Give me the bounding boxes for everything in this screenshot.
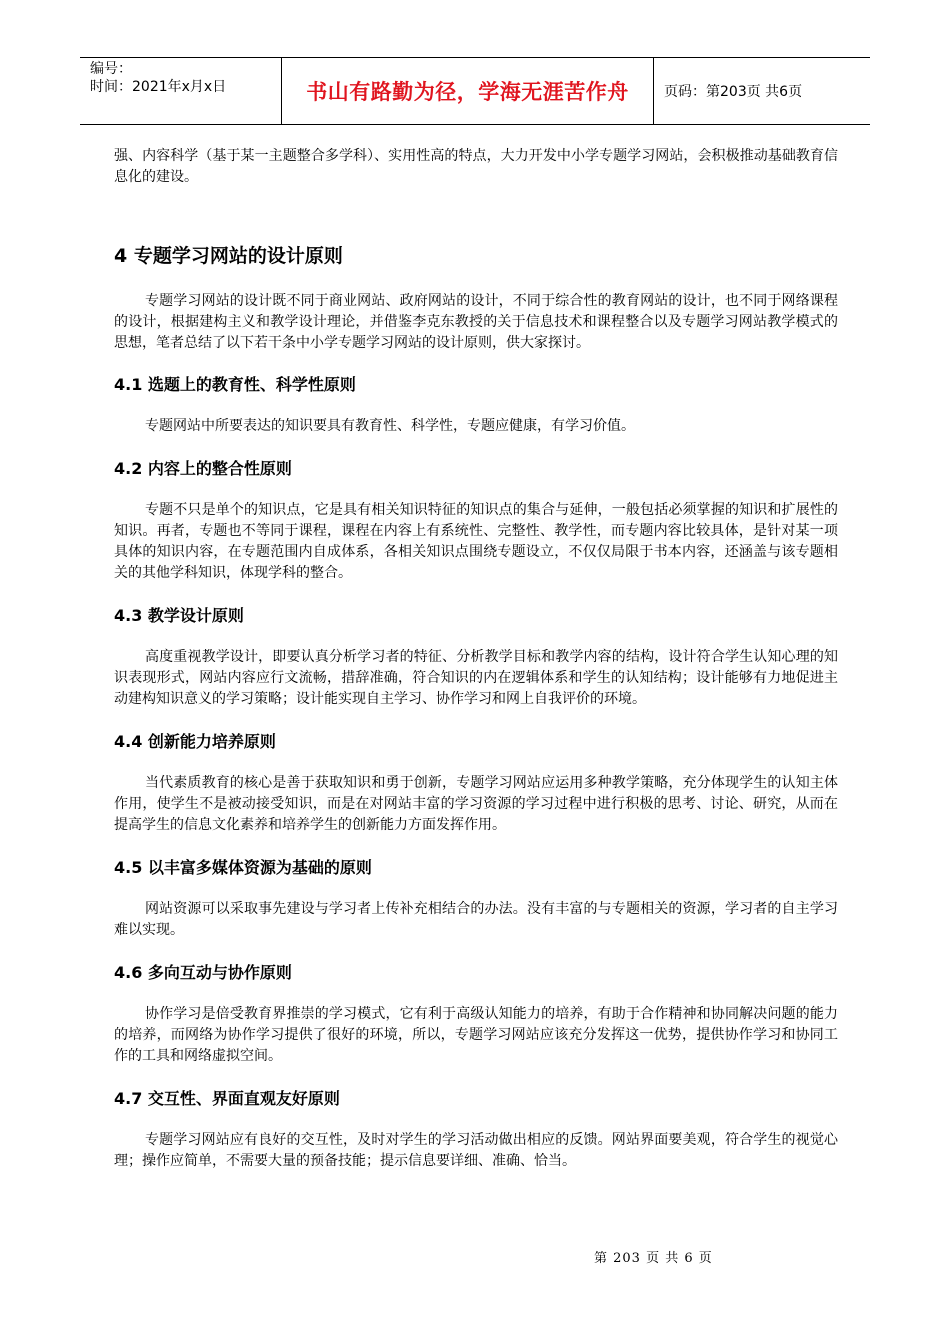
subsection-paragraph-4-6: 协作学习是倍受教育界推崇的学习模式，它有利于高级认知能力的培养，有助于合作精神和协同解决问题的能力的培养，而网络为协作学习提供了很好的环境，所以，专题学习网站应该充分发挥这一优势，提供协作学习和协同工作的工具和网络虚拟空间。 <box>114 1006 838 1064</box>
subsection-paragraph-4-3: 高度重视教学设计，即要认真分析学习者的特征、分析教学目标和教学内容的结构，设计符合学生认知心理的知识表现形式，网站内容应行文流畅，措辞准确，符合知识的内在逻辑体系和学生的认知结构；设计能够有力地促进主动建构知识意义的学习策略；设计能实现自主学习、协作学习和网上自我评价的环境。 <box>114 649 838 707</box>
subsection-paragraph-4-2: 专题不只是单个的知识点，它是具有相关知识特征的知识点的集合与延伸，一般包括必须掌握的知识和扩展性的知识。再者，专题也不等同于课程，课程在内容上有系统性、完整性、教学性，而专题内容比较具体，是针对某一项具体的知识内容，在专题范围内自成体系，各相关知识点围绕专题设立，不仅仅局限于书本内容，还涵盖与该专题相关的其他学科知识，体现学科的整合。 <box>114 502 838 581</box>
subsection-heading-4-3: 4.3 教学设计原则 <box>114 606 244 625</box>
document-time: 时间：2021年x月x日 <box>90 79 227 95</box>
subsection-heading-4-1: 4.1 选题上的教育性、科学性原则 <box>114 375 356 394</box>
page-footer: 第 203 页 共 6 页 <box>594 1251 713 1266</box>
document-number-label: 编号： <box>90 61 132 77</box>
subsection-heading-4-5: 4.5 以丰富多媒体资源为基础的原则 <box>114 858 372 877</box>
document-body <box>114 146 838 1172</box>
subsection-heading-4-6: 4.6 多向互动与协作原则 <box>114 963 292 982</box>
paragraph-continuation: 强、内容科学（基于某一主题整合多学科）、实用性高的特点，大力开发中小学专题学习网站，会积极推动基础教育信息化的建设。 <box>114 148 838 185</box>
page-header <box>80 57 870 125</box>
subsection-heading-4-2: 4.2 内容上的整合性原则 <box>114 459 292 478</box>
subsection-paragraph-4-5: 网站资源可以采取事先建设与学习者上传补充相结合的办法。没有丰富的与专题相关的资源，学习者的自主学习难以实现。 <box>114 901 838 938</box>
subsection-paragraph-4-1: 专题网站中所要表达的知识要具有教育性、科学性，专题应健康，有学习价值。 <box>145 418 635 434</box>
header-meta <box>80 58 282 124</box>
subsection-heading-4-4: 4.4 创新能力培养原则 <box>114 732 276 751</box>
header-motto: 书山有路勤为径，学海无涯苦作舟 <box>282 58 654 124</box>
subsection-heading-4-7: 4.7 交互性、界面直观友好原则 <box>114 1089 340 1108</box>
header-page-code: 页码：第203页 共6页 <box>664 84 803 100</box>
section-heading: 4 专题学习网站的设计原则 <box>114 245 343 267</box>
subsection-paragraph-4-7: 专题学习网站应有良好的交互性，及时对学生的学习活动做出相应的反馈。网站界面要美观，符合学生的视觉心理；操作应简单，不需要大量的预备技能；提示信息要详细、准确、恰当。 <box>114 1132 838 1169</box>
section-intro-paragraph: 专题学习网站的设计既不同于商业网站、政府网站的设计，不同于综合性的教育网站的设计，也不同于网络课程的设计，根据建构主义和教学设计理论，并借鉴李克东教授的关于信息技术和课程整合以及专题学习网站教学模式的思想，笔者总结了以下若干条中小学专题学习网站的设计原则，供大家探讨。 <box>114 293 838 351</box>
subsection-paragraph-4-4: 当代素质教育的核心是善于获取知识和勇于创新，专题学习网站应运用多种教学策略，充分体现学生的认知主体作用，使学生不是被动接受知识，而是在对网站丰富的学习资源的学习过程中进行积极的思考、讨论、研究，从而在提高学生的信息文化素养和培养学生的创新能力方面发挥作用。 <box>114 775 838 833</box>
